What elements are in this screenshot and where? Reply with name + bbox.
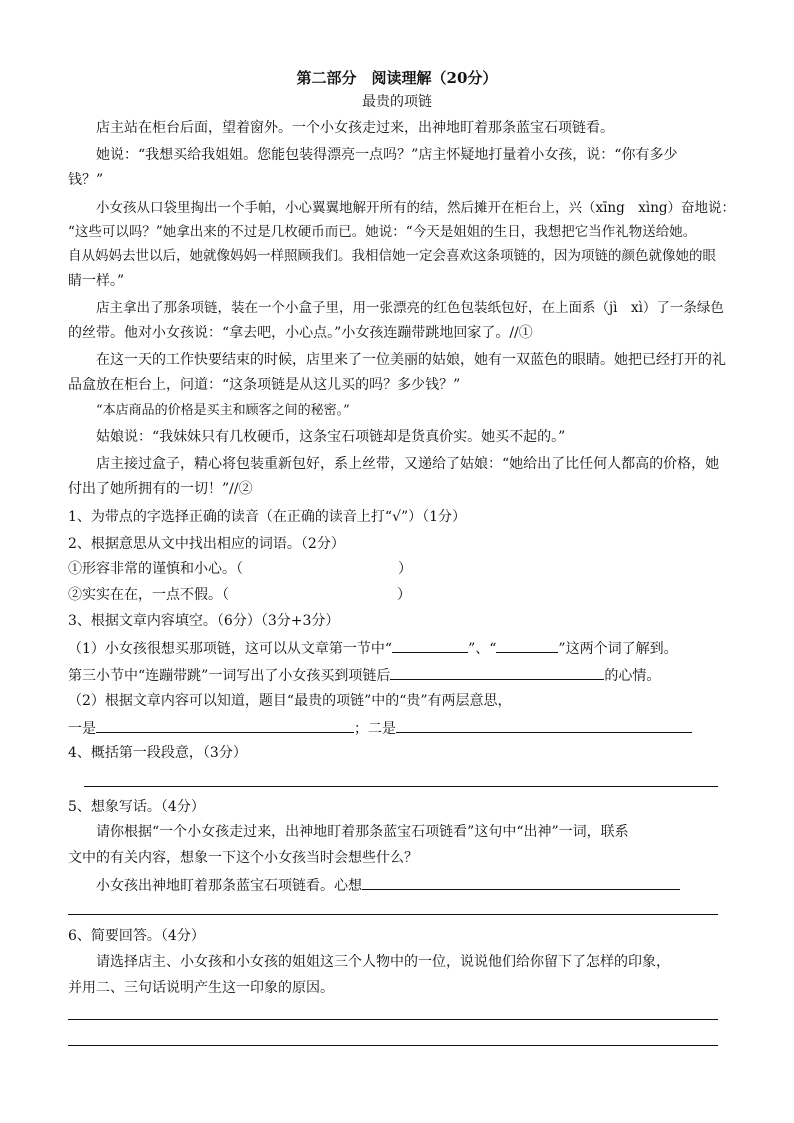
passage-line: 姑娘说：“我妹妹只有几枚硬币，这条宝石项链却是货真价实。她买不起的。” [96, 429, 566, 445]
passage-title: 最贵的项链 [362, 94, 432, 110]
question-5-write: 小女孩出神地盯着那条蓝宝石项链看。心想 [96, 874, 680, 896]
question-3-part1: （1）小女孩很想买那项链，这可以从文章第一节中“ ”、“ ”这两个词了解到。 [68, 637, 678, 659]
passage-line: 店主站在柜台后面，望着窗外。一个小女孩走过来，出神地盯着那条蓝宝石项链看。 [96, 120, 614, 136]
passage-line: 自从妈妈去世以后，她就像妈妈一样照顾我们。我相信她一定会喜欢这条项链的，因为项链的颜色就像她的眼 [68, 248, 716, 264]
question-6: 6、简要回答。（4分） [68, 928, 205, 944]
question-6-prompt: 请选择店主、小女孩和小女孩的姐姐这三个人物中的一位，说说他们给你留下了怎样的印象， [96, 954, 670, 970]
passage-line: 的丝带。他对小女孩说：“拿去吧，小心点。”小女孩连蹦带跳地回家了。//① [68, 325, 533, 341]
answer-blank[interactable] [396, 717, 692, 733]
passage-line: 付出了她所拥有的一切！”//② [68, 481, 253, 497]
passage-line: 钱？” [68, 172, 104, 188]
answer-line[interactable] [68, 1045, 718, 1046]
answer-blank[interactable] [390, 664, 604, 680]
question-5-prompt: 文中的有关内容，想象一下这个小女孩当时会想些什么？ [68, 850, 418, 866]
answer-line[interactable] [84, 786, 718, 787]
passage-line: 她说：“我想买给我姐姐。您能包装得漂亮一点吗？”店主怀疑地打量着小女孩，说：“你有多少 [96, 147, 678, 163]
question-3-part1b: 第三小节中“连蹦带跳”一词写出了小女孩买到项链后 的心情。 [68, 664, 660, 686]
question-1: 1、为带点的字选择正确的读音（在正确的读音上打“√”）（1分） [68, 509, 467, 525]
passage-line: 小女孩从口袋里掏出一个手帕，小心翼翼地解开所有的结，然后摊开在柜台上，兴（xīng xìng）奋地说： [96, 200, 736, 216]
question-3-part2-answers: 一是 ；二是 [68, 717, 692, 739]
passage-line: 店主拿出了那条项链，装在一个小盒子里，用一张漂亮的红色包装纸包好，在上面系（jì xì）了一条绿色 [96, 300, 724, 316]
question-3: 3、根据文章内容填空。（6分）（3分+3分） [68, 613, 340, 629]
question-2: 2、根据意思从文中找出相应的词语。（2分） [68, 536, 345, 552]
passage-line: 店主接过盒子，精心将包装重新包好，系上丝带，又递给了姑娘：“她给出了比任何人都高的价格，她 [96, 456, 720, 472]
answer-blank[interactable] [96, 717, 354, 733]
question-5-prompt: 请你根据“一个小女孩走过来，出神地盯着那条蓝宝石项链看”这句中“出神”一词，联系 [96, 824, 629, 840]
question-3-part2: （2）根据文章内容可以知道，题目“最贵的项链”中的“贵”有两层意思， [68, 693, 512, 709]
passage-line: 品盒放在柜台上，问道：“这条项链是从这儿买的吗？多少钱？” [68, 377, 461, 393]
passage-line: “这些可以吗？”她拿出来的不过是几枚硬币而已。她说：“今天是姐姐的生日，我想把它当作礼物送给她。 [68, 224, 697, 240]
passage-line: 在这一天的工作快要结束的时候，店里来了一位美丽的姑娘，她有一双蓝色的眼睛。她把已经打开的礼 [96, 352, 726, 368]
answer-line[interactable] [68, 914, 718, 915]
passage-line: “本店商品的价格是买主和顾客之间的秘密。” [96, 403, 350, 418]
section-title: 第二部分 阅读理解（20分） [296, 69, 498, 87]
question-4: 4、概括第一段段意，（3分） [68, 745, 247, 761]
answer-line[interactable] [68, 1019, 718, 1020]
passage-line: 睛一样。” [68, 273, 125, 289]
answer-blank[interactable] [496, 637, 558, 653]
question-2a: ①形容非常的谨慎和小心。（ ） [68, 561, 412, 577]
question-6-prompt: 并用二、三句话说明产生这一印象的原因。 [68, 980, 334, 996]
question-5: 5、想象写话。（4分） [68, 799, 205, 815]
answer-blank[interactable] [362, 874, 680, 890]
question-2b: ②实实在在，一点不假。（ ） [68, 587, 411, 603]
answer-blank[interactable] [392, 637, 468, 653]
